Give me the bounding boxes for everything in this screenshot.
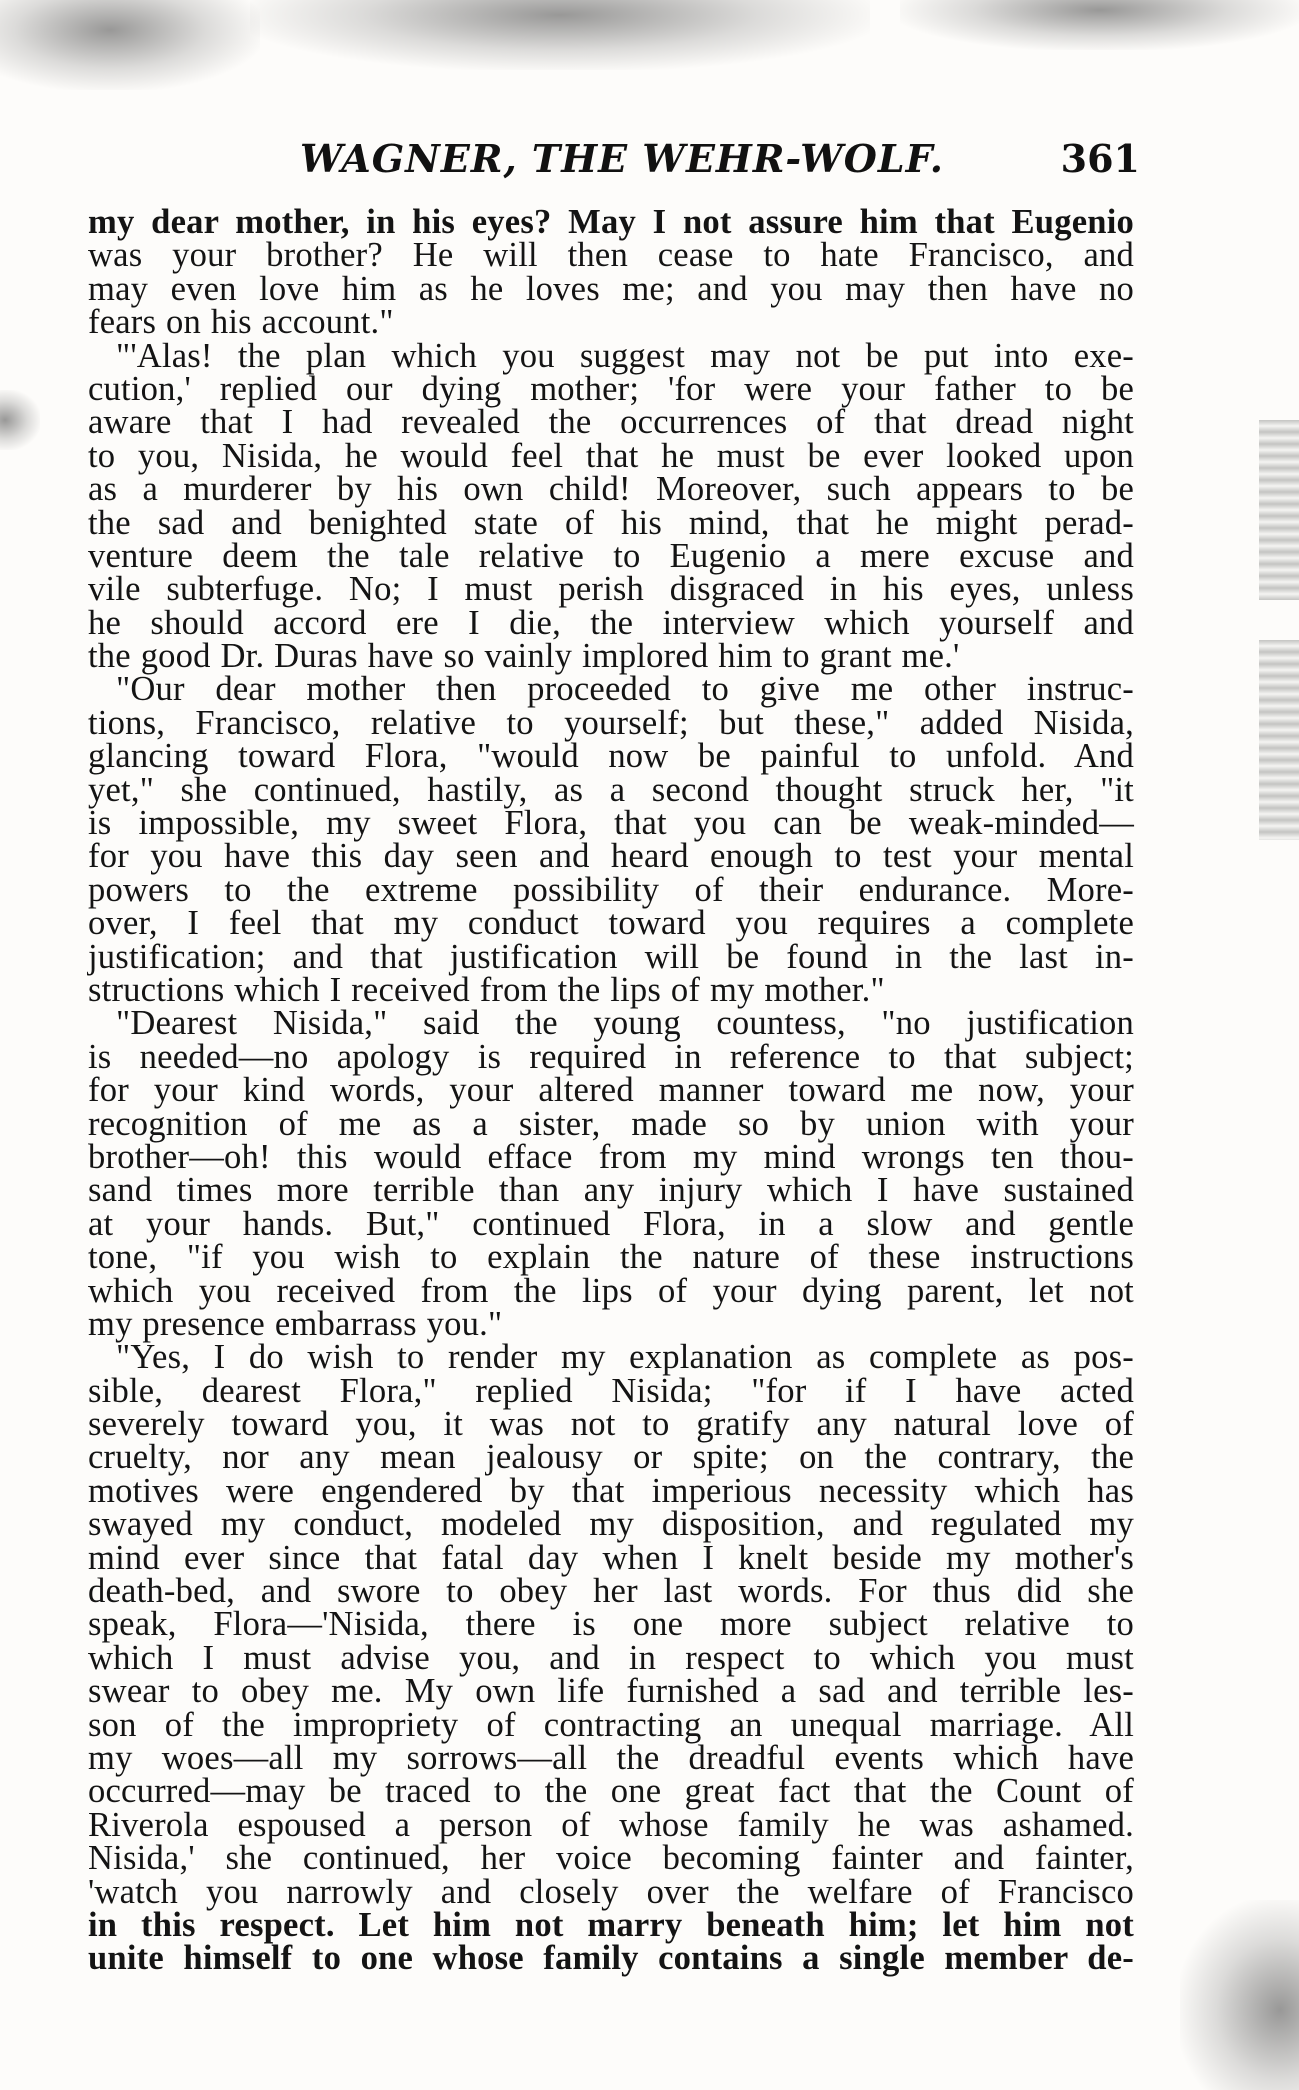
text-line: mind ever since that fatal day when I knelt beside my mother's <box>88 1538 1134 1577</box>
text-line: is needed—no apology is required in reference to that subject; <box>88 1037 1134 1076</box>
scan-smudge-top-left <box>0 0 260 90</box>
text-line: tone, "if you wish to explain the nature of these instructions <box>88 1238 1134 1277</box>
text-line: fears on his account." <box>88 303 394 342</box>
text-line: for you have this day seen and heard enough to test your mental <box>88 837 1134 876</box>
text-line: which I must advise you, and in respect to which you must <box>88 1638 1134 1677</box>
text-line: brother—oh! this would efface from my mind wrongs ten thou- <box>88 1137 1134 1176</box>
text-line: venture deem the tale relative to Eugenio a mere excuse and <box>88 536 1134 575</box>
scan-smudge-bottom-right <box>1180 1900 1299 2090</box>
text-line: he should accord ere I die, the interview which yourself and <box>88 603 1134 642</box>
text-line: motives were engendered by that imperious necessity which has <box>88 1471 1134 1510</box>
text-line: swayed my conduct, modeled my disposition, and regulated my <box>88 1505 1134 1544</box>
text-line: in this respect. Let him not marry beneath him; let him not <box>88 1905 1134 1944</box>
scan-smudge-left <box>0 390 40 450</box>
text-line: "Yes, I do wish to render my explanation as complete as pos- <box>116 1338 1134 1377</box>
text-line: recognition of me as a sister, made so by union with your <box>88 1104 1134 1143</box>
text-line: my dear mother, in his eyes? May I not assure him that Eugenio <box>88 203 1134 241</box>
text-line: "Our dear mother then proceeded to give me other instruc- <box>116 670 1134 709</box>
text-line: at your hands. But," continued Flora, in a slow and gentle <box>88 1204 1134 1243</box>
scan-smudge-top <box>250 0 870 70</box>
text-line: speak, Flora—'Nisida, there is one more subject relative to <box>88 1605 1134 1644</box>
text-line: is impossible, my sweet Flora, that you can be weak-minded— <box>88 804 1134 843</box>
scan-bleed-right-2 <box>1259 640 1299 840</box>
text-line: sible, dearest Flora," replied Nisida; "for if I have acted <box>88 1371 1134 1410</box>
text-line: may even love him as he loves me; and you may then have no <box>88 269 1134 308</box>
text-line: for your kind words, your altered manner toward me now, your <box>88 1071 1134 1110</box>
text-line: severely toward you, it was not to gratify any natural love of <box>88 1405 1134 1444</box>
text-line: occurred—may be traced to the one great fact that the Count of <box>88 1772 1134 1811</box>
text-line: swear to obey me. My own life furnished a sad and terrible les- <box>88 1672 1134 1711</box>
text-line: 'watch you narrowly and closely over the welfare of Francisco <box>88 1872 1134 1911</box>
text-line: was your brother? He will then cease to hate Francisco, and <box>88 236 1134 275</box>
text-line: my presence embarrass you." <box>88 1304 503 1343</box>
text-line: yet," she continued, hastily, as a second thought struck her, "it <box>88 770 1134 809</box>
text-line: tions, Francisco, relative to yourself; but these," added Nisida, <box>88 703 1134 742</box>
text-line: glancing toward Flora, "would now be painful to unfold. And <box>88 737 1134 776</box>
text-line: which you received from the lips of your dying parent, let not <box>88 1271 1134 1310</box>
text-line: powers to the extreme possibility of their endurance. More- <box>88 870 1134 909</box>
text-line: cution,' replied our dying mother; 'for were your father to be <box>88 369 1134 408</box>
text-line: vile subterfuge. No; I must perish disgraced in his eyes, unless <box>88 570 1134 609</box>
text-line: death-bed, and swore to obey her last words. For thus did she <box>88 1572 1134 1611</box>
running-title: WAGNER, THE WEHR-WOLF. <box>300 136 944 181</box>
text-line: to you, Nisida, he would feel that he must be ever looked upon <box>88 436 1134 475</box>
body-text <box>88 203 1134 1978</box>
page-number: 361 <box>1060 136 1140 181</box>
text-line: "Dearest Nisida," said the young countess, "no justification <box>116 1004 1134 1043</box>
text-line: son of the impropriety of contracting an unequal marriage. All <box>88 1705 1134 1744</box>
text-line: cruelty, nor any mean jealousy or spite; on the contrary, the <box>88 1438 1134 1477</box>
text-line: the good Dr. Duras have so vainly implored him to grant me.' <box>88 637 960 676</box>
running-header <box>300 136 1140 188</box>
text-line: "'Alas! the plan which you suggest may not be put into exe- <box>116 336 1134 375</box>
text-line: over, I feel that my conduct toward you requires a complete <box>88 904 1134 943</box>
text-line: sand times more terrible than any injury which I have sustained <box>88 1171 1134 1210</box>
text-line: my woes—all my sorrows—all the dreadful events which have <box>88 1738 1134 1777</box>
text-line: Nisida,' she continued, her voice becoming fainter and fainter, <box>88 1839 1134 1878</box>
text-line: the sad and benighted state of his mind, that he might perad- <box>88 503 1134 542</box>
text-line: structions which I received from the lips of my mother." <box>88 970 885 1009</box>
text-line: justification; and that justification will be found in the last in- <box>88 937 1134 976</box>
text-line: as a murderer by his own child! Moreover, such appears to be <box>88 470 1134 509</box>
scan-bleed-right-1 <box>1259 420 1299 600</box>
scan-smudge-top-right <box>900 0 1299 50</box>
text-line: aware that I had revealed the occurrences of that dread night <box>88 403 1134 442</box>
text-line: unite himself to one whose family contains a single member de- <box>88 1939 1134 1978</box>
text-line: Riverola espoused a person of whose family he was ashamed. <box>88 1805 1134 1844</box>
